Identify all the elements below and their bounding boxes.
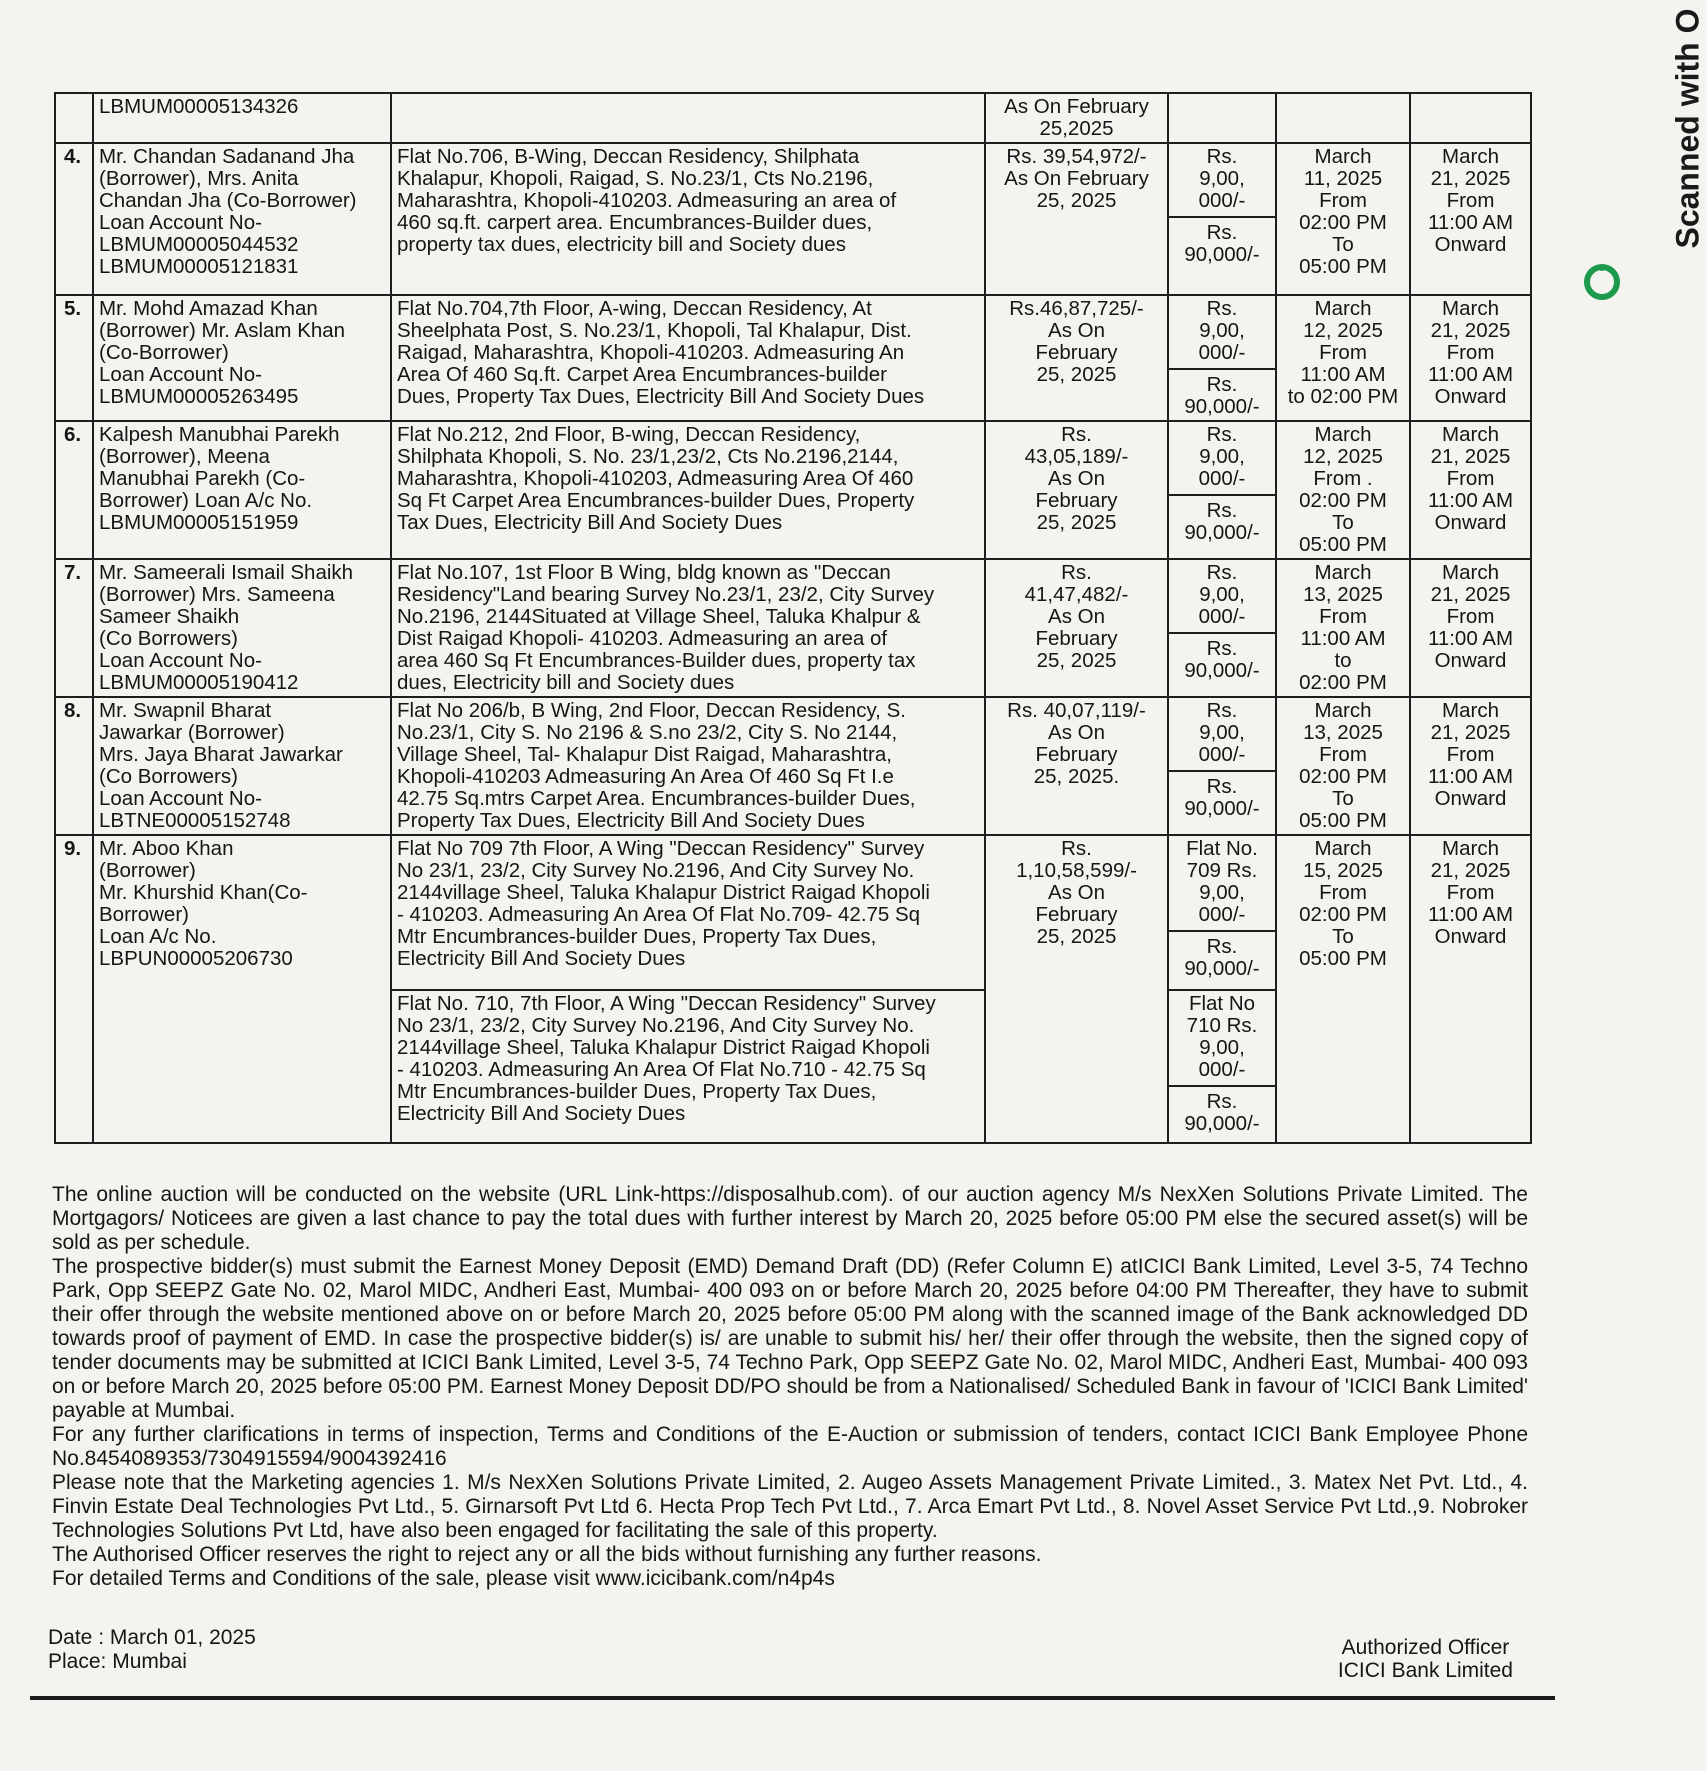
table-row (55, 421, 1531, 559)
property-line: Flat No 206/b, B Wing, 2nd Floor, Deccan Residency, S. (397, 699, 906, 722)
property-cell (391, 835, 985, 990)
emd-line: 90,000/- (1184, 1112, 1260, 1135)
inspection-line: 05:00 PM (1299, 255, 1387, 278)
row-number-cell: 7. (55, 559, 93, 697)
inspection-line: 12, 2025 (1303, 319, 1383, 342)
inspection-line: To (1332, 511, 1354, 534)
inspection-line: 12, 2025 (1303, 445, 1383, 468)
property-line: Property Tax Dues, Electricity Bill And Society Dues (397, 809, 865, 832)
reserve-line: 9,00, (1199, 1036, 1245, 1059)
borrower-line: Mrs. Jaya Bharat Jawarkar (99, 743, 343, 766)
reserve-emd-cell (1168, 295, 1276, 421)
emd-amount (1169, 772, 1275, 822)
borrower-line: LBMUM00005044532 (99, 233, 299, 256)
reserve-price (1169, 144, 1275, 218)
auction-cell (1410, 143, 1531, 295)
emd-line: 90,000/- (1184, 957, 1260, 980)
auction-line: 11:00 AM (1427, 627, 1514, 650)
dues-line: 25, 2025 (1036, 363, 1117, 386)
inspection-line: 02:00 PM (1299, 765, 1387, 788)
borrower-line: Borrower) Loan A/c No. (99, 489, 313, 512)
borrower-line: Sameer Shaikh (99, 605, 240, 628)
auction-cell (1410, 93, 1531, 143)
reserve-line: 9,00, (1199, 445, 1245, 468)
auction-line: 21, 2025 (1430, 721, 1511, 744)
emd-line: Rs. (1206, 221, 1238, 244)
auction-line: March (1442, 699, 1499, 722)
row-number-cell: 5. (55, 295, 93, 421)
reserve-line: 000/- (1198, 605, 1246, 628)
note-paragraph: For detailed Terms and Conditions of the sale, please visit www.icicibank.com/n4p4s (52, 1567, 835, 1590)
dues-line: As On February (1004, 167, 1149, 190)
inspection-line: to (1334, 649, 1352, 672)
dues-cell (985, 559, 1168, 697)
borrower-cell (93, 143, 391, 295)
reserve-emd-cell (1168, 697, 1276, 835)
property-line: Flat No.706, B-Wing, Deccan Residency, Shilphata (397, 145, 860, 168)
inspection-line: 02:00 PM (1299, 489, 1387, 512)
auction-line: From (1446, 189, 1495, 212)
reserve-line: 000/- (1198, 1058, 1246, 1081)
inspection-line: 05:00 PM (1299, 947, 1387, 970)
row-number-cell: 8. (55, 697, 93, 835)
row-number-cell: 4. (55, 143, 93, 295)
auction-line: March (1442, 837, 1499, 860)
borrower-cell (93, 559, 391, 697)
property-line: property tax dues, electricity bill and Society dues (397, 233, 846, 256)
borrower-line: LBMUM00005190412 (99, 671, 299, 694)
inspection-line: 05:00 PM (1299, 809, 1387, 832)
auction-line: 21, 2025 (1430, 859, 1511, 882)
reserve-line: 000/- (1198, 743, 1246, 766)
dues-line: 25, 2025. (1033, 765, 1120, 788)
reserve-price (1169, 296, 1275, 370)
reserve-line: 9,00, (1199, 167, 1245, 190)
inspection-line: 11:00 AM (1300, 363, 1386, 386)
auction-line: March (1442, 561, 1499, 584)
dues-line: As On (1048, 467, 1105, 490)
property-line: Raigad, Maharashtra, Khopoli-410203. Admeasuring An (397, 341, 905, 364)
borrower-line: Mr. Aboo Khan (99, 837, 234, 860)
borrower-line: Chandan Jha (Co-Borrower) (99, 189, 357, 212)
dues-line: February (1035, 743, 1118, 766)
auction-line: 11:00 AM (1427, 211, 1514, 234)
reserve-emd-cell (1168, 990, 1276, 1143)
borrower-line: Mr. Khurshid Khan(Co- (99, 881, 308, 904)
inspection-line: 11:00 AM (1300, 627, 1386, 650)
property-line: 2144village Sheel, Taluka Khalapur District Raigad Khopoli (397, 881, 930, 904)
property-line: Maharashtra, Khopoli-410203, Admeasuring Area Of 460 (397, 467, 914, 490)
borrower-line: (Co Borrowers) (99, 627, 238, 650)
emd-amount (1169, 634, 1275, 684)
note-paragraph: The online auction will be conducted on the website (URL Link-https://disposalhub.com). of our auction agency M/s NexXen Solutions Private Limited. The Mortgagors/ Noticees are given a last chance to pay the total dues with further interest by March 20, 2025 before 05:00 PM else the secured asset(s) will be sold as per schedule. (52, 1183, 1528, 1254)
signatory-title: Authorized Officer (1341, 1636, 1510, 1659)
dues-cell (985, 697, 1168, 835)
reserve-line: 9,00, (1199, 319, 1245, 342)
borrower-line: (Co-Borrower) (99, 341, 229, 364)
borrower-line: Loan Account No- (99, 363, 262, 386)
reserve-line: Rs. (1206, 297, 1238, 320)
note-paragraph: The prospective bidder(s) must submit the Earnest Money Deposit (EMD) Demand Draft (DD) (Refer Column E) atICICI Bank Limited, Level 3-5, 74 Techno Park, Opp SEEPZ Gate No. 02, Marol MIDC, Andheri East, Mumbai- 400 093 on or before March 20, 2025 before 04:00 PM Thereafter, they have to submit their offer through the website mentioned above on or before March 20, 2025 before 05:00 PM along with the scanned image of the Bank acknowledged DD towards proof of payment of EMD. In case the prospective bidder(s) is/ are unable to submit his/ her/ their offer through the website, then the signed copy of tender documents may be submitted at ICICI Bank Limited, Level 3-5, 74 Techno Park, Opp SEEPZ Gate No. 02, Marol MIDC, Andheri East, Mumbai- 400 093 on or before March 20, 2025 before 05:00 PM. Earnest Money Deposit DD/PO should be from a Nationalised/ Scheduled Bank in favour of 'ICICI Bank Limited' payable at Mumbai. (52, 1255, 1528, 1422)
dues-line: Rs. (1061, 561, 1092, 584)
dues-line: As On (1048, 605, 1105, 628)
property-cell (391, 990, 985, 1143)
dues-line: 25, 2025 (1036, 511, 1117, 534)
row-number-cell: 6. (55, 421, 93, 559)
auction-line: March (1442, 423, 1499, 446)
inspection-line: to 02:00 PM (1287, 385, 1399, 408)
inspection-line: To (1332, 787, 1354, 810)
reserve-emd-cell (1168, 143, 1276, 295)
borrower-cell (93, 295, 391, 421)
reserve-line: Rs. (1206, 145, 1238, 168)
dues-line: 1,10,58,599/- (1016, 859, 1137, 882)
reserve-line: Rs. (1206, 699, 1238, 722)
dues-line: As On (1048, 319, 1105, 342)
property-line: 42.75 Sq.mtrs Carpet Area. Encumbrances-builder Dues, (397, 787, 916, 810)
borrower-line: Mr. Mohd Amazad Khan (99, 297, 318, 320)
borrower-line: Loan A/c No. (99, 925, 217, 948)
inspection-line: 11, 2025 (1303, 167, 1383, 190)
dues-line: 25, 2025 (1036, 649, 1117, 672)
inspection-line: From (1319, 341, 1367, 364)
emd-line: 90,000/- (1184, 395, 1260, 418)
property-cell (391, 559, 985, 697)
inspection-line: 15, 2025 (1303, 859, 1383, 882)
borrower-line: Borrower) (99, 903, 189, 926)
auction-line: From (1446, 467, 1495, 490)
property-line: Residency"Land bearing Survey No.23/1, 23/2, City Survey (397, 583, 935, 606)
reserve-line: 9,00, (1199, 881, 1245, 904)
emd-line: 90,000/- (1184, 243, 1260, 266)
table-row (55, 295, 1531, 421)
property-line: Flat No.107, 1st Floor B Wing, bldg known as "Deccan (397, 561, 891, 584)
reserve-emd-cell (1168, 835, 1276, 990)
bottom-rule (30, 1696, 1555, 1700)
property-line: 460 sq.ft. carpert area. Encumbrances-Builder dues, (397, 211, 873, 234)
auction-line: Onward (1434, 787, 1507, 810)
property-cell (391, 295, 985, 421)
date-place-block (48, 1626, 256, 1674)
auction-line: 21, 2025 (1430, 583, 1511, 606)
inspection-cell (1276, 295, 1410, 421)
property-line: Flat No.212, 2nd Floor, B-wing, Deccan Residency, (397, 423, 861, 446)
inspection-cell (1276, 93, 1410, 143)
property-line: Shilphata Khopoli, S. No. 23/1,23/2, Cts No.2196,2144, (397, 445, 899, 468)
auction-line: Onward (1434, 511, 1507, 534)
dues-line: Rs. (1061, 837, 1092, 860)
property-line: dues, Electricity bill and Society dues (397, 671, 735, 694)
property-line: No 23/1, 23/2, City Survey No.2196, And City Survey No. (397, 859, 915, 882)
borrower-line: Loan Account No- (99, 211, 262, 234)
auction-table (54, 92, 1532, 1144)
auction-line: 11:00 AM (1427, 765, 1514, 788)
reserve-price (1169, 422, 1275, 496)
reserve-cell (1168, 93, 1276, 143)
auction-table-container (54, 92, 1530, 1144)
emd-line: 90,000/- (1184, 521, 1260, 544)
borrower-line: LBMUM00005263495 (99, 385, 299, 408)
inspection-cell (1276, 421, 1410, 559)
property-cell (391, 697, 985, 835)
property-cell (391, 93, 985, 143)
inspection-line: From (1319, 605, 1367, 628)
inspection-line: From . (1313, 467, 1373, 490)
emd-line: 90,000/- (1184, 797, 1260, 820)
property-line: Electricity Bill And Society Dues (397, 1102, 686, 1125)
auction-line: Onward (1434, 649, 1507, 672)
inspection-line: To (1332, 233, 1354, 256)
reserve-line: 000/- (1198, 903, 1246, 926)
borrower-line: Manubhai Parekh (Co- (99, 467, 306, 490)
note-paragraph: For any further clarifications in terms of inspection, Terms and Conditions of the E-Auction or submission of tenders, contact ICICI Bank Employee Phone No.8454089353/7304915594/9004392416 (52, 1423, 1528, 1470)
dues-cell (985, 835, 1168, 1143)
row-number-cell: 9. (55, 835, 93, 1143)
scanner-watermark: Scanned with O (1669, 8, 1706, 249)
borrower-line: (Borrower) Mrs. Sameena (99, 583, 335, 606)
notice-place: Place: Mumbai (48, 1650, 187, 1673)
property-line: Mtr Encumbrances-builder Dues, Property Tax Dues, (397, 1080, 877, 1103)
borrower-line: Mr. Chandan Sadanand Jha (99, 145, 355, 168)
borrower-cell (93, 421, 391, 559)
dues-line: 43,05,189/- (1024, 445, 1129, 468)
inspection-line: 05:00 PM (1299, 533, 1387, 556)
property-line: Sq Ft Carpet Area Encumbrances-builder Dues, Property (397, 489, 915, 512)
reserve-price (1169, 836, 1275, 932)
property-line: Electricity Bill And Society Dues (397, 947, 686, 970)
inspection-line: 02:00 PM (1299, 903, 1387, 926)
borrower-line: LBPUN00005206730 (99, 947, 293, 970)
emd-amount (1169, 370, 1275, 420)
borrower-line: (Borrower) (99, 859, 196, 882)
dues-cell (985, 143, 1168, 295)
property-line: No.2196, 2144Situated at Village Sheel, Taluka Khalpur & (397, 605, 921, 628)
dues-cell (985, 295, 1168, 421)
inspection-line: From (1319, 189, 1367, 212)
emd-line: Rs. (1206, 373, 1238, 396)
property-line: Khopoli-410203 Admeasuring An Area Of 460 Sq Ft I.e (397, 765, 894, 788)
property-line: No.23/1, City S. No 2196 & S.no 23/2, City S. No 2144, (397, 721, 898, 744)
auction-cell (1410, 421, 1531, 559)
dues-line: February (1035, 903, 1118, 926)
borrower-line: (Borrower) Mr. Aslam Khan (99, 319, 346, 342)
note-paragraph: Please note that the Marketing agencies 1. M/s NexXen Solutions Private Limited, 2. Augeo Assets Management Private Limited., 3. Matex Net Pvt. Ltd., 4. Finvin Estate Deal Technologies Pvt Ltd., 5. Girnarsoft Pvt Ltd 6. Hecta Prop Tech Pvt Ltd., 7. Arca Emart Pvt Ltd., 8. Novel Asset Service Pvt Ltd.,9. Nobroker Technologies Solutions Pvt Ltd, have also been engaged for facilitating the sale of this property. (52, 1471, 1528, 1542)
table-row (55, 835, 1531, 990)
account-cell: LBMUM00005134326 (93, 93, 391, 143)
signatory-block (1338, 1636, 1513, 1682)
property-cell (391, 143, 985, 295)
auction-line: Onward (1434, 233, 1507, 256)
dues-line: 25, 2025 (1036, 189, 1117, 212)
auction-line: Onward (1434, 925, 1507, 948)
reserve-line: 710 Rs. (1186, 1014, 1258, 1037)
scanner-logo-icon (1582, 260, 1622, 300)
property-line: Tax Dues, Electricity Bill And Society Dues (397, 511, 783, 534)
auction-line: 11:00 AM (1427, 903, 1514, 926)
borrower-line: LBMUM00005151959 (99, 511, 299, 534)
reserve-line: 000/- (1198, 467, 1246, 490)
dues-line: 25, 2025 (1036, 925, 1117, 948)
auction-line: 11:00 AM (1427, 489, 1514, 512)
dues-line: February (1035, 627, 1118, 650)
inspection-line: March (1314, 699, 1372, 722)
reserve-price (1169, 991, 1275, 1087)
dues-cell (985, 421, 1168, 559)
auction-line: From (1446, 605, 1495, 628)
emd-amount (1169, 932, 1275, 982)
borrower-line: (Co Borrowers) (99, 765, 238, 788)
reserve-line: Flat No. (1186, 837, 1258, 860)
auction-cell (1410, 559, 1531, 697)
inspection-line: To (1332, 925, 1354, 948)
note-paragraph: The Authorised Officer reserves the right to reject any or all the bids without furnishing any further reasons. (52, 1543, 1042, 1566)
inspection-line: From (1319, 881, 1367, 904)
emd-line: Rs. (1206, 637, 1238, 660)
borrower-line: Jawarkar (Borrower) (99, 721, 285, 744)
auction-line: 21, 2025 (1430, 445, 1511, 468)
table-row (55, 697, 1531, 835)
reserve-line: Flat No (1188, 992, 1256, 1015)
property-line: Sheelphata Post, S. No.23/1, Khopoli, Tal Khalapur, Dist. (397, 319, 912, 342)
inspection-cell (1276, 559, 1410, 697)
reserve-line: 000/- (1198, 341, 1246, 364)
reserve-line: Rs. (1206, 561, 1238, 584)
auction-line: March (1442, 145, 1499, 168)
borrower-cell (93, 697, 391, 835)
auction-line: From (1446, 341, 1495, 364)
dues-line: Rs. 40,07,119/- (1007, 699, 1146, 722)
reserve-line: 000/- (1198, 189, 1246, 212)
table-row (55, 559, 1531, 697)
reserve-line: 9,00, (1199, 721, 1245, 744)
inspection-cell (1276, 835, 1410, 1143)
row-number-cell (55, 93, 93, 143)
property-cell (391, 421, 985, 559)
property-line: Village Sheel, Tal- Khalapur Dist Raigad, Maharashtra, (397, 743, 892, 766)
signatory-bank: ICICI Bank Limited (1337, 1659, 1513, 1682)
property-line: Mtr Encumbrances-builder Dues, Property Tax Dues, (397, 925, 877, 948)
auction-notes (52, 1183, 1528, 1591)
borrower-line: Mr. Swapnil Bharat (99, 699, 272, 722)
property-line: - 410203. Admeasuring An Area Of Flat No.709- 42.75 Sq (397, 903, 921, 926)
borrower-line: Loan Account No- (99, 649, 262, 672)
borrower-line: (Borrower), Mrs. Anita (99, 167, 299, 190)
emd-line: Rs. (1206, 1090, 1238, 1113)
property-line: Khalapur, Khopoli, Raigad, S. No.23/1, Cts No.2196, (397, 167, 874, 190)
emd-line: Rs. (1206, 775, 1238, 798)
borrower-line: Loan Account No- (99, 787, 262, 810)
borrower-cell (93, 835, 391, 1143)
property-line: - 410203. Admeasuring An Area Of Flat No.710 - 42.75 Sq (397, 1058, 926, 1081)
inspection-line: March (1314, 561, 1372, 584)
auction-cell (1410, 697, 1531, 835)
borrower-line: (Borrower), Meena (99, 445, 270, 468)
table-row-top (55, 93, 1531, 143)
property-line: Area Of 460 Sq.ft. Carpet Area Encumbrances-builder (397, 363, 887, 386)
dues-line: Rs.46,87,725/- (1009, 297, 1144, 320)
property-line: Flat No. 710, 7th Floor, A Wing "Deccan Residency" Survey (397, 992, 936, 1015)
inspection-line: 13, 2025 (1303, 583, 1383, 606)
borrower-line: Mr. Sameerali Ismail Shaikh (99, 561, 354, 584)
dues-cell: As On February 25,2025 (985, 93, 1168, 143)
reserve-price (1169, 698, 1275, 772)
property-line: 2144village Sheel, Taluka Khalapur District Raigad Khopoli (397, 1036, 930, 1059)
emd-amount (1169, 218, 1275, 268)
inspection-line: 02:00 PM (1299, 211, 1387, 234)
table-row (55, 143, 1531, 295)
inspection-line: March (1314, 145, 1372, 168)
reserve-price (1169, 560, 1275, 634)
emd-line: 90,000/- (1184, 659, 1260, 682)
dues-line: As On (1048, 721, 1105, 744)
dues-line: As On (1048, 881, 1105, 904)
reserve-line: Rs. (1206, 423, 1238, 446)
auction-cell (1410, 295, 1531, 421)
property-line: area 460 Sq Ft Encumbrances-Builder dues, property tax (397, 649, 916, 672)
inspection-line: 13, 2025 (1303, 721, 1383, 744)
dues-line: February (1035, 489, 1118, 512)
auction-line: From (1446, 881, 1495, 904)
inspection-line: March (1314, 297, 1372, 320)
reserve-emd-cell (1168, 559, 1276, 697)
inspection-line: March (1314, 837, 1372, 860)
inspection-cell (1276, 697, 1410, 835)
property-line: Dist Raigad Khopoli- 410203. Admeasuring an area of (397, 627, 888, 650)
property-line: Maharashtra, Khopoli-410203. Admeasuring an area of (397, 189, 897, 212)
property-line: Flat No.704,7th Floor, A-wing, Deccan Residency, At (397, 297, 872, 320)
auction-line: 21, 2025 (1430, 319, 1511, 342)
reserve-line: 709 Rs. (1186, 859, 1258, 882)
borrower-line: LBTNE00005152748 (99, 809, 291, 832)
reserve-line: 9,00, (1199, 583, 1245, 606)
property-line: No 23/1, 23/2, City Survey No.2196, And City Survey No. (397, 1014, 915, 1037)
auction-line: 21, 2025 (1430, 167, 1511, 190)
emd-line: Rs. (1206, 499, 1238, 522)
emd-amount (1169, 1087, 1275, 1137)
inspection-line: 02:00 PM (1299, 671, 1387, 694)
notice-date: Date : March 01, 2025 (48, 1626, 256, 1649)
inspection-line: March (1314, 423, 1372, 446)
borrower-line: LBMUM00005121831 (99, 255, 299, 278)
emd-amount (1169, 496, 1275, 546)
dues-line: Rs. 39,54,972/- (1006, 145, 1147, 168)
auction-line: March (1442, 297, 1499, 320)
dues-line: 41,47,482/- (1024, 583, 1129, 606)
reserve-emd-cell (1168, 421, 1276, 559)
auction-cell (1410, 835, 1531, 1143)
auction-line: From (1446, 743, 1495, 766)
property-line: Dues, Property Tax Dues, Electricity Bill And Society Dues (397, 385, 925, 408)
property-line: Flat No 709 7th Floor, A Wing "Deccan Residency" Survey (397, 837, 925, 860)
dues-line: Rs. (1061, 423, 1092, 446)
inspection-cell (1276, 143, 1410, 295)
auction-line: 11:00 AM (1427, 363, 1514, 386)
emd-line: Rs. (1206, 935, 1238, 958)
borrower-line: Kalpesh Manubhai Parekh (99, 423, 340, 446)
inspection-line: From (1319, 743, 1367, 766)
auction-line: Onward (1434, 385, 1507, 408)
dues-line: February (1035, 341, 1118, 364)
